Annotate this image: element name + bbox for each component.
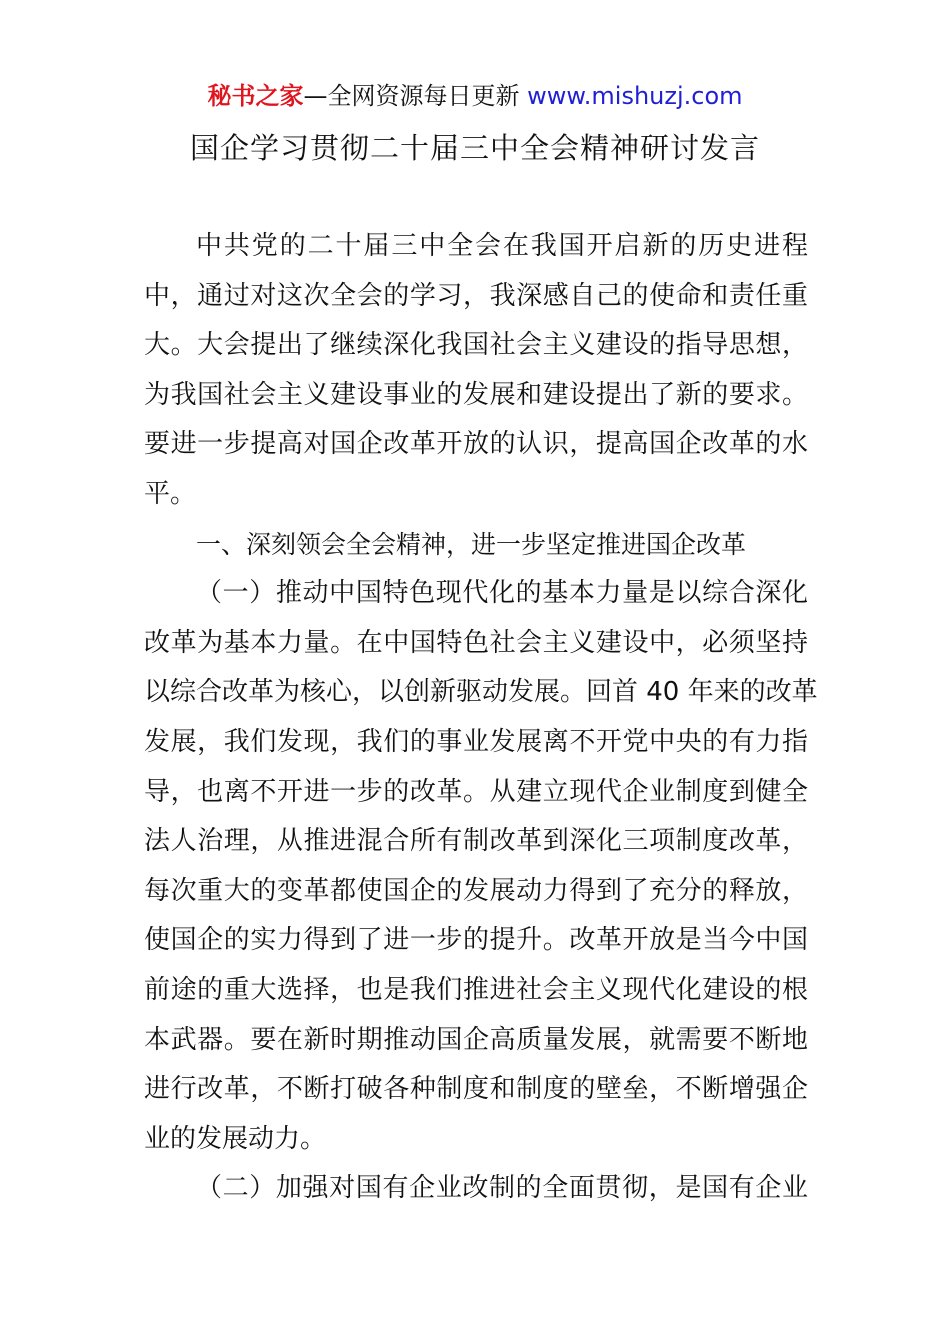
header-tagline: —全网资源每日更新 <box>303 82 528 110</box>
paragraph-line: 业的发展动力。 <box>144 1123 327 1154</box>
paragraph-line: （一）推动中国特色现代化的基本力量是以综合深化 <box>196 578 808 609</box>
site-url-link[interactable]: www.mishuzj.com <box>527 82 743 110</box>
paragraph-line: 本武器。要在新时期推动国企高质量发展，就需要不断地 <box>144 1024 808 1055</box>
paragraph-line: 发展，我们发现，我们的事业发展离不开党中央的有力指 <box>144 726 808 757</box>
paragraph-line: 中，通过对这次全会的学习，我深感自己的使命和责任重 <box>144 280 808 311</box>
paragraph-line: 前途的重大选择，也是我们推进社会主义现代化建设的根 <box>144 974 808 1005</box>
paragraph-line: 以综合改革为核心，以创新驱动发展。回首 40 年来的改革 <box>144 677 818 708</box>
section-heading: 一、深刻领会全会精神，进一步坚定推进国企改革 <box>196 529 747 559</box>
paragraph-line: 中共党的二十届三中全会在我国开启新的历史进程 <box>196 231 808 261</box>
paragraph-line: 每次重大的变革都使国企的发展动力得到了充分的释放， <box>144 875 808 906</box>
paragraph-line: 为我国社会主义建设事业的发展和建设提出了新的要求。 <box>144 379 808 410</box>
document-body <box>144 222 818 1214</box>
document-title: 国企学习贯彻二十届三中全会精神研讨发言 <box>189 131 760 165</box>
brand-name: 秘书之家 <box>207 82 304 110</box>
paragraph-line: （二）加强对国有企业改制的全面贯彻，是国有企业 <box>196 1173 808 1204</box>
paragraph-line: 法人治理，从推进混合所有制改革到深化三项制度改革， <box>144 826 808 857</box>
paragraph-line: 进行改革，不断打破各种制度和制度的壁垒，不断增强企 <box>144 1074 808 1105</box>
paragraph-line: 导，也离不开进一步的改革。从建立现代企业制度到健全 <box>144 776 808 807</box>
paragraph-line: 要进一步提高对国企改革开放的认识，提高国企改革的水 <box>144 429 808 460</box>
paragraph-line: 改革为基本力量。在中国特色社会主义建设中，必须坚持 <box>144 627 808 658</box>
paragraph-line: 平。 <box>144 478 197 509</box>
site-header <box>0 80 950 112</box>
paragraph-line: 使国企的实力得到了进一步的提升。改革开放是当今中国 <box>144 925 808 956</box>
paragraph-line: 大。大会提出了继续深化我国社会主义建设的指导思想， <box>144 330 808 361</box>
